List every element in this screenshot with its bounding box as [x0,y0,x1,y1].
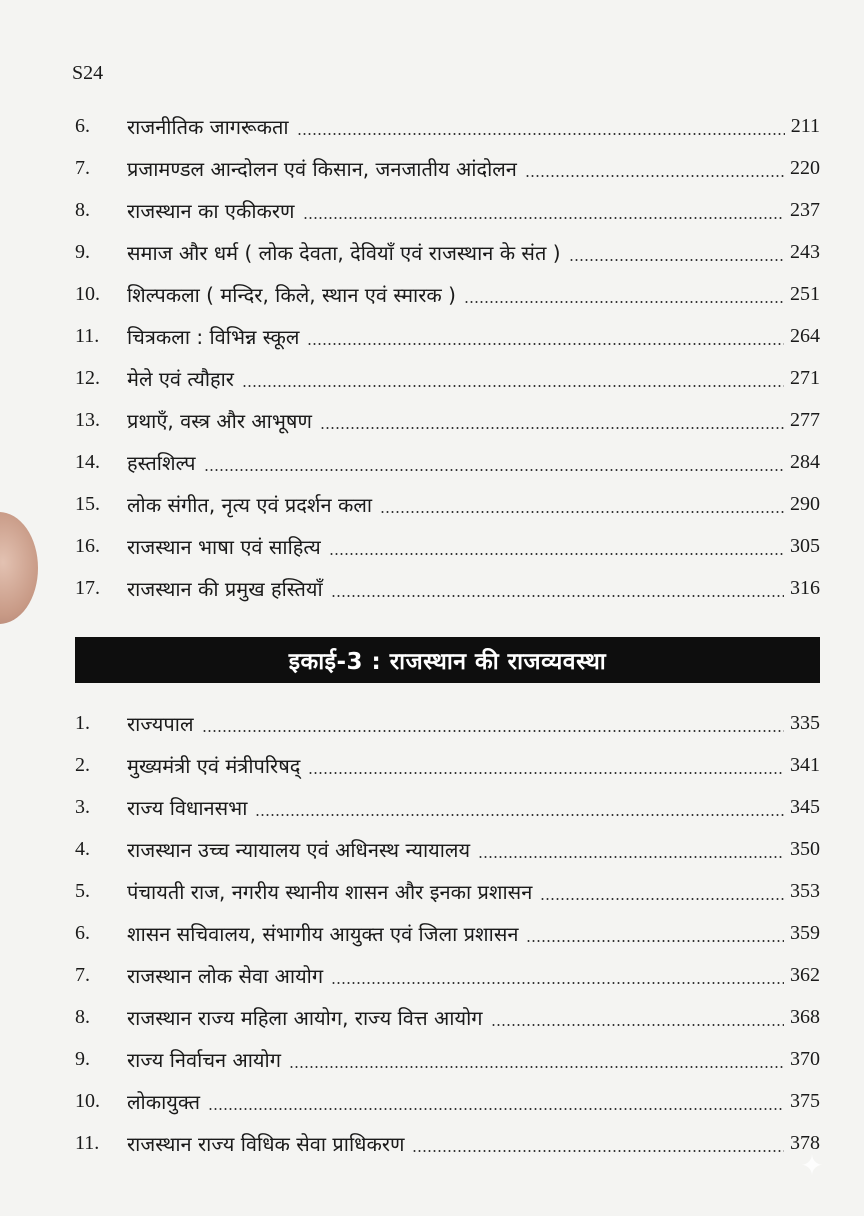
dot-leader [526,940,784,942]
toc-page-number: 359 [790,921,820,944]
toc-row[interactable] [75,357,820,399]
toc-title: राजस्थान लोक सेवा आयोग [127,963,324,988]
toc-number: 2. [75,753,90,776]
toc-title: पंचायती राज, नगरीय स्थानीय शासन और इनका प्रशासन [127,879,533,904]
toc-page-number: 345 [790,795,820,818]
toc-number: 3. [75,795,90,818]
dot-leader [202,730,785,732]
toc-row[interactable] [75,231,820,273]
dot-leader [303,217,785,219]
dot-leader [331,595,784,597]
dot-leader [320,427,784,429]
toc-title: लोकायुक्त [127,1089,200,1114]
dot-leader [540,898,784,900]
toc-number: 6. [75,114,90,137]
dot-leader [289,1066,784,1068]
toc-row[interactable] [75,483,820,525]
toc-number: 16. [75,534,100,557]
toc-section-1 [75,105,820,609]
dot-leader [307,343,784,345]
toc-title: समाज और धर्म ( लोक देवता, देवियाँ एवं राजस्थान के संत ) [127,240,561,265]
toc-number: 4. [75,837,90,860]
toc-row[interactable] [75,828,820,870]
toc-title: राजस्थान राज्य महिला आयोग, राज्य वित्त आयोग [127,1005,483,1030]
toc-number: 17. [75,576,100,599]
toc-row[interactable] [75,273,820,315]
toc-title: शासन सचिवालय, संभागीय आयुक्त एवं जिला प्रशासन [127,921,519,946]
toc-number: 12. [75,366,100,389]
toc-number: 7. [75,963,90,986]
toc-page-number: 237 [790,198,820,221]
toc-page-number: 220 [790,156,820,179]
toc-number: 15. [75,492,100,515]
toc-row[interactable] [75,105,820,147]
toc-page-number: 284 [790,450,820,473]
dot-leader [464,301,784,303]
toc-title: राजस्थान का एकीकरण [127,198,295,223]
toc-row[interactable] [75,315,820,357]
toc-title: राजस्थान की प्रमुख हस्तियाँ [127,576,323,601]
toc-row[interactable] [75,147,820,189]
toc-page-number: 368 [790,1005,820,1028]
toc-title: प्रथाएँ, वस्त्र और आभूषण [127,408,312,433]
toc-number: 11. [75,324,100,347]
toc-title: हस्तशिल्प [127,450,196,475]
toc-page-number: 350 [790,837,820,860]
toc-row[interactable] [75,567,820,609]
toc-row[interactable] [75,1080,820,1122]
toc-title: मुख्यमंत्री एवं मंत्रीपरिषद् [127,753,301,778]
toc-page-number: 362 [790,963,820,986]
toc-page-number: 305 [790,534,820,557]
toc-title: राजनीतिक जागरूकता [127,114,289,139]
toc-title: मेले एवं त्यौहार [127,366,234,391]
toc-page-number: 264 [790,324,820,347]
toc-number: 10. [75,1089,100,1112]
dot-leader [331,982,784,984]
toc-title: राजस्थान भाषा एवं साहित्य [127,534,321,559]
toc-title: राज्य विधानसभा [127,795,248,820]
toc-page-number: 335 [790,711,820,734]
toc-row[interactable] [75,954,820,996]
toc-title: राजस्थान राज्य विधिक सेवा प्राधिकरण [127,1131,405,1156]
toc-title: लोक संगीत, नृत्य एवं प्रदर्शन कला [127,492,373,517]
toc-number: 13. [75,408,100,431]
dot-leader [412,1150,784,1152]
toc-title: राजस्थान उच्च न्यायालय एवं अधिनस्थ न्यायालय [127,837,471,862]
toc-title: प्रजामण्डल आन्दोलन एवं किसान, जनजातीय आंदोलन [127,156,517,181]
toc-number: 8. [75,1005,90,1028]
finger-thumb [0,512,38,624]
toc-title: राज्यपाल [127,711,194,736]
toc-title: चित्रकला : विभिन्न स्कूल [127,324,300,349]
unit-heading-banner: इकाई-3 : राजस्थान की राजव्यवस्था [75,637,820,683]
toc-row[interactable] [75,1038,820,1080]
toc-row[interactable] [75,441,820,483]
toc-number: 5. [75,879,90,902]
toc-page-number: 370 [790,1047,820,1070]
toc-page-number: 277 [790,408,820,431]
dot-leader [380,511,784,513]
dot-leader [308,772,784,774]
dot-leader [204,469,784,471]
toc-page-number: 211 [790,114,820,137]
sparkle-icon: ✦ [800,1149,824,1182]
toc-page-number: 353 [790,879,820,902]
toc-row[interactable] [75,786,820,828]
toc-number: 14. [75,450,100,473]
toc-page-number: 378 [790,1131,820,1154]
toc-number: 1. [75,711,90,734]
toc-row[interactable] [75,912,820,954]
toc-page-number: 375 [790,1089,820,1112]
toc-row[interactable] [75,1122,820,1164]
dot-leader [478,856,784,858]
toc-page-number: 271 [790,366,820,389]
toc-page-number: 243 [790,240,820,263]
toc-row[interactable] [75,744,820,786]
toc-row[interactable] [75,525,820,567]
toc-number: 9. [75,1047,90,1070]
toc-number: 10. [75,282,100,305]
dot-leader [297,133,785,135]
toc-row[interactable] [75,702,820,744]
toc-row[interactable] [75,996,820,1038]
dot-leader [255,814,784,816]
toc-row[interactable] [75,870,820,912]
dot-leader [329,553,784,555]
toc-number: 6. [75,921,90,944]
toc-row[interactable] [75,189,820,231]
page-label: S24 [72,62,104,84]
toc-number: 11. [75,1131,100,1154]
dot-leader [525,175,784,177]
dot-leader [242,385,784,387]
toc-page-number: 316 [790,576,820,599]
toc-number: 8. [75,198,90,221]
toc-page-number: 341 [790,753,820,776]
toc-page-number: 290 [790,492,820,515]
toc-title: राज्य निर्वाचन आयोग [127,1047,281,1072]
dot-leader [491,1024,784,1026]
dot-leader [569,259,784,261]
toc-row[interactable] [75,399,820,441]
dot-leader [208,1108,784,1110]
toc-number: 7. [75,156,90,179]
toc-number: 9. [75,240,90,263]
toc-section-2 [75,702,820,1164]
toc-page-number: 251 [790,282,820,305]
toc-title: शिल्पकला ( मन्दिर, किले, स्थान एवं स्मारक ) [127,282,456,307]
